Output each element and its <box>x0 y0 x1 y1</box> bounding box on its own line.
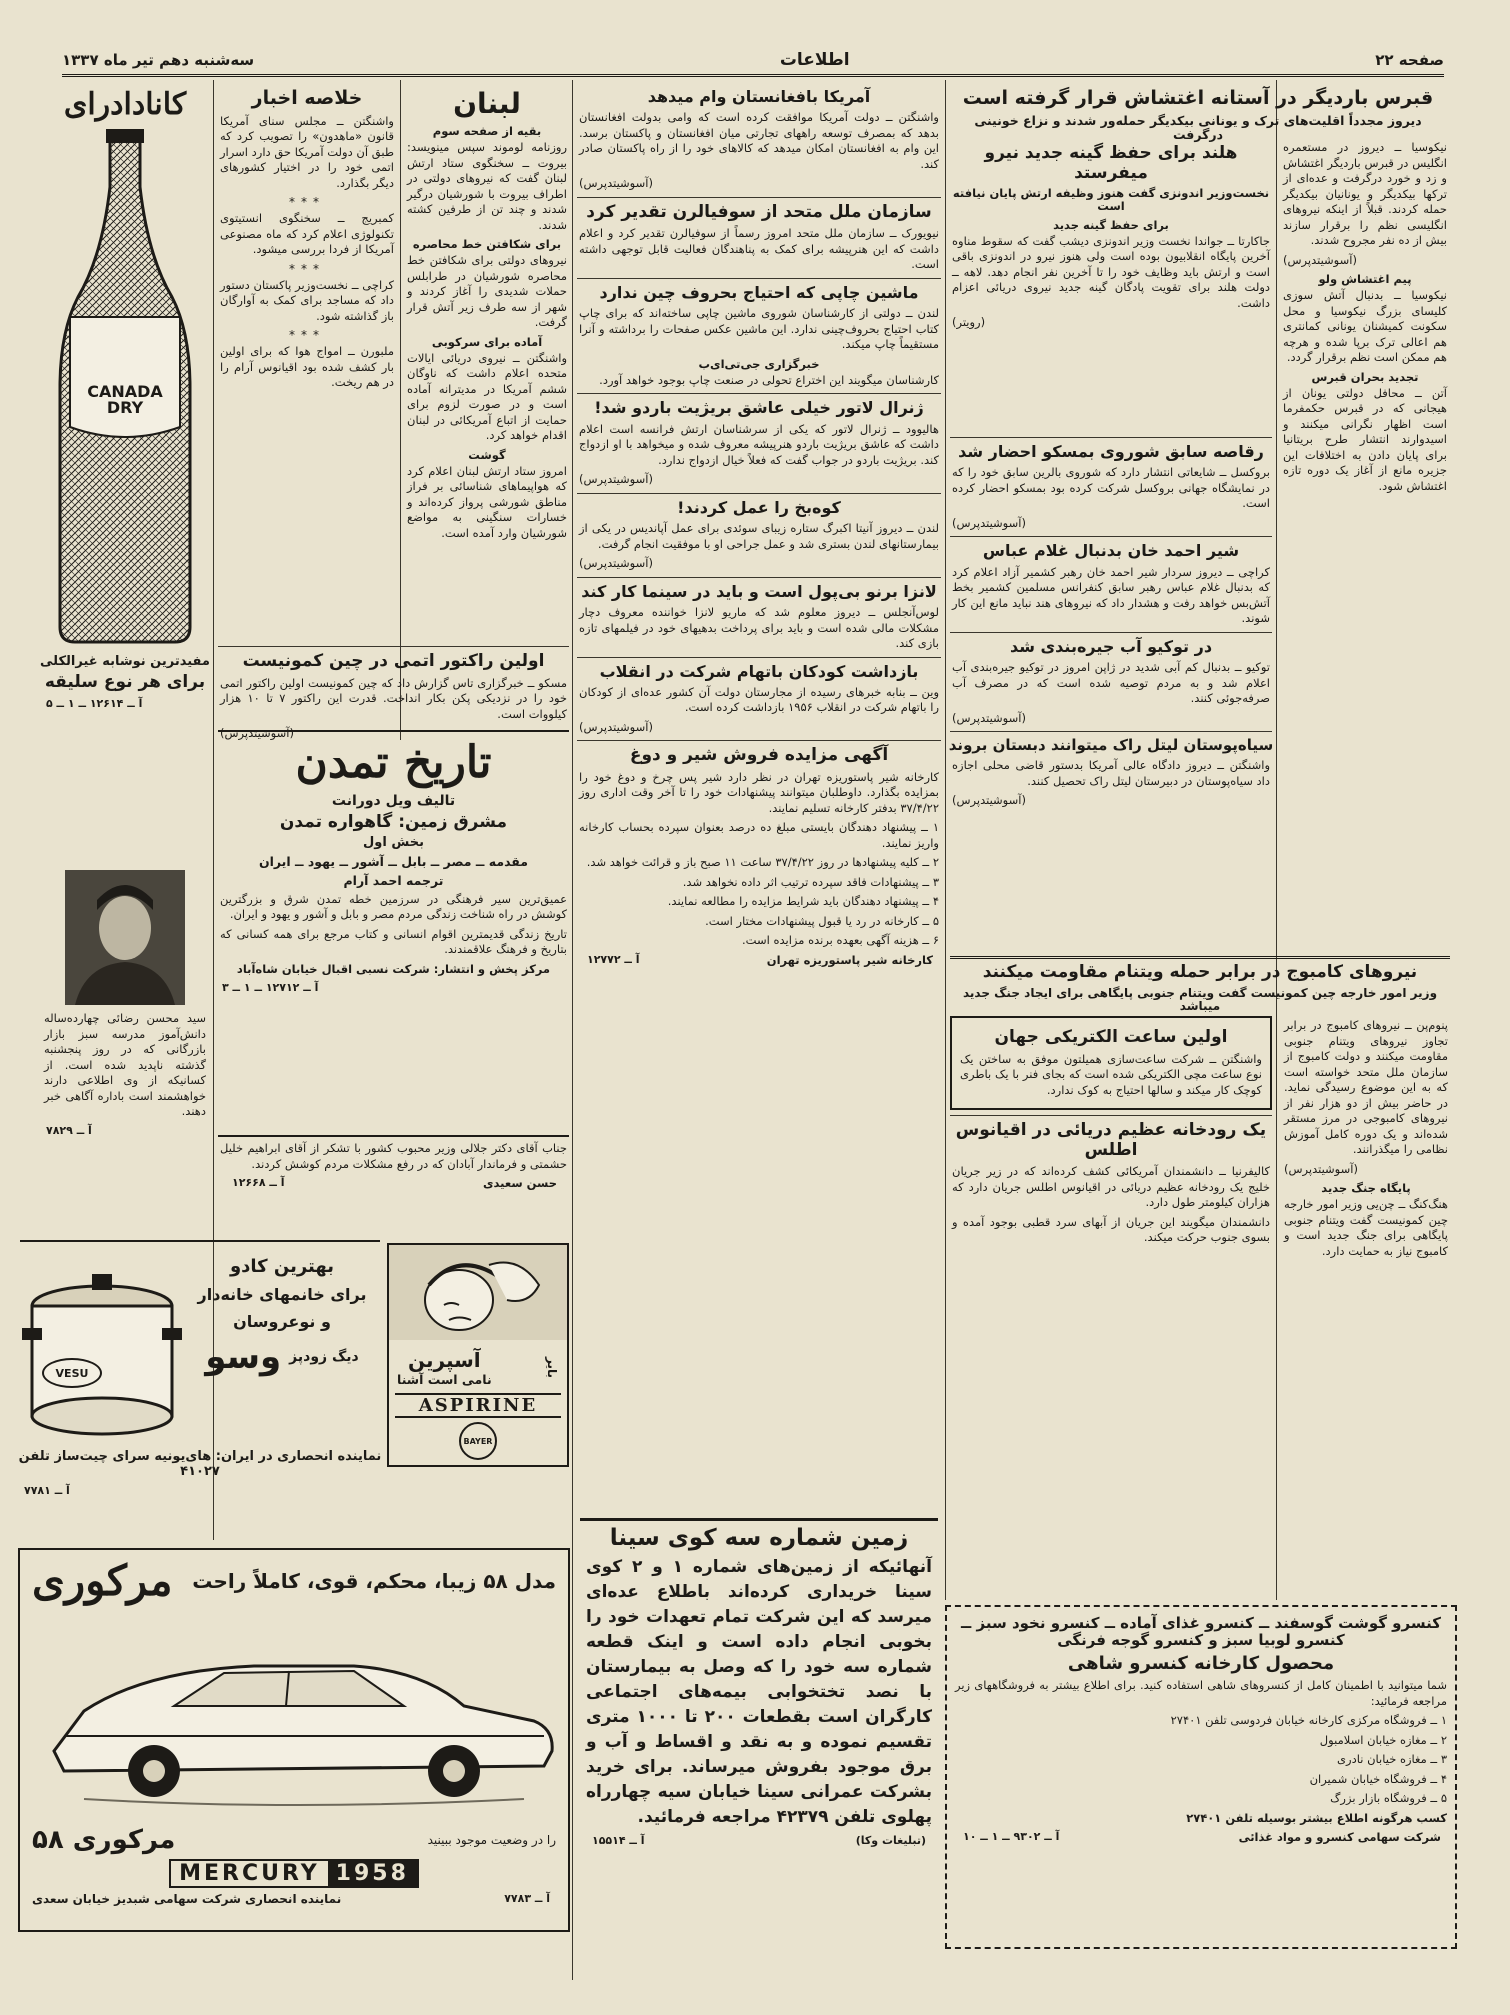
term: ۱ ــ پیشنهاد دهندگان بایستی مبلغ ده درصد بعنوان سپرده بحساب کارخانه واریز نمایند. <box>579 820 939 850</box>
title: کنسرو گوشت گوسفند ــ کنسرو غذای آماده ــ کنسرو نخود سبز ــ کنسرو لوبیا سبز و کنسرو گوجه فرنگی <box>961 1614 1441 1650</box>
intro: بقیه از صفحه سوم <box>432 124 542 139</box>
headline: اولین راکتور اتمی در چین کمونیست <box>242 651 545 671</box>
article-dancer <box>948 443 1274 531</box>
headline: آگهی مزایده فروش شیر و دوغ <box>629 745 889 766</box>
title: خلاصه اخبار <box>251 87 363 109</box>
divider <box>20 1240 380 1242</box>
aspirin-name: آسپرین <box>408 1348 481 1372</box>
body: جناب آقای دکتر جلالی وزیر محبوب کشور با تشکر از آقای ابراهیم خلیل حشمتی و فرماندار آبادان که در رفع مشکلات مردم کوشش کردند. <box>220 1141 567 1171</box>
headline: آمریکا بافغانستان وام میدهد <box>647 87 871 106</box>
column-rule <box>572 80 573 1980</box>
divider <box>580 1518 938 1521</box>
body2: تاریخ زندگی قدیمترین اقوام انسانی و کتاب مرجع برای همه کسانی که بتاریخ و فرهنگ علاقمندند. <box>220 926 567 957</box>
body: نیویورک ــ سازمان ملل متحد امروز رسماً از سوفیالرن تقدیر کرد و اعلام داشت که این هنرپیشه برای کمک به پناهندگان فعالیت قابل توجهی داشته است. <box>579 226 939 272</box>
signature: شرکت سهامی کنسرو و مواد غذائی <box>1238 1830 1441 1845</box>
headline: سیاه‌پوستان لیتل راک میتوانند دبستان بروند <box>948 736 1274 755</box>
issue-date: سه‌شنبه دهم تیر ماه ۱۳۳۷ <box>62 51 255 69</box>
pressure-cooker-icon <box>22 1246 182 1446</box>
cyprus-sub2-title: تجدید بحران قبرس <box>1311 369 1419 384</box>
subtitle: برای حفظ گینه جدید <box>1053 217 1169 232</box>
ad-code: آ ــ ۱۲۶۱۴ ــ ۱ ــ ۵ <box>46 696 143 710</box>
ad-mercury <box>18 1548 570 1932</box>
article-netherlands <box>948 140 1274 430</box>
divider <box>577 197 941 198</box>
ad-code: آ ــ ۷۸۲۹ <box>46 1123 92 1137</box>
body: پنوم‌پن ــ نیروهای کامبوج در برابر تجاوز نیروهای ویتنام جنوبی مقاومت میکنند و دولت کامبوج از سازمان ملل متحد خواسته است که به این موضوع رسیدگی نماید. در حاضر بیش از دو هزار نفر از نیروهای کامبوجی در مرز مستقر شده‌اند و یک دوره کامل آموزش نظامی را میگذرانند. <box>1284 1018 1448 1157</box>
divider <box>577 577 941 578</box>
summary-item: کراچی ــ نخست‌وزیر پاکستان دستور داد که مساجد برای کمک به آوارگان باز گذاشته شود. <box>220 277 394 323</box>
cyprus-sub1-body: نیکوسیا ــ بدنبال آتش سوزی کلیسای بزرگ نیکوسیا و محل سکونت کمیشنان یونانی کمانتری هم اعالی ترک برپا شده و هرچه هم ممکن است نظم برقرار گردد. <box>1283 288 1447 364</box>
divider <box>218 646 569 647</box>
signature: کارخانه شیر پاستوریزه تهران <box>766 952 933 967</box>
divider <box>577 657 941 658</box>
headline: شیر احمد خان بدنبال غلام عباس <box>982 541 1240 561</box>
article-surgery <box>575 499 943 572</box>
bayer-cross-icon: BAYER <box>459 1422 497 1460</box>
agency: (آسوشیتدپرس) <box>1284 1161 1358 1176</box>
cyprus-agency: (آسوشیتدپرس) <box>1283 252 1357 267</box>
summary-item: واشنگتن ــ مجلس سنای آمریکا قانون «ماهدون» را تصویب کرد که طبق آن دولت آمریکا حق دارد اسرار اتمی خود را در اختیار کشورهای دیگر بگذارد. <box>220 113 394 190</box>
headline: در توکیو آب جیره‌بندی شد <box>1009 636 1213 656</box>
term: ۴ ــ پیشنهاد دهندگان باید شرایط مزایده را مطالعه نمایند. <box>667 894 939 909</box>
ad-aspirin <box>387 1243 569 1467</box>
portrait-photo <box>65 870 185 1005</box>
agency: (آسوشیتدپرس) <box>579 556 653 571</box>
brand: کانادادرای <box>63 87 187 122</box>
cyprus-body: نیکوسیا ــ دیروز در مستعمره انگلیس در قبرس باردیگر اغتشاش و زد و خورد درگرفت و عده‌ای از ترکها بیکدیگر و یونانیان بیکدیگر حمله کردند. قبلاً از اینکه نیروهای انگلیسی نظم را برقرار سازند بیش از ده نفر مجروح شدند. <box>1283 140 1447 247</box>
agency: (تبلیغات وکا) <box>855 1834 926 1848</box>
body: بروکسل ــ شایعاتی انتشار دارد که شوروی بالرین سابق خود را که در نمایشگاه جهانی بروکسل شرکت کرده بود بمسکو احضار کرده است. <box>952 465 1270 511</box>
line: و نوعروسان <box>233 1312 331 1331</box>
headline: ماشین چاپی که احتیاج بحروف چین ندارد <box>599 282 919 302</box>
body: عمیق‌ترین سیر فرهنگی در سرزمین خطه تمدن شرق و بزرگترین کوشش در راه شناخت زندگی مردم مصر و بابل و آشور و یهود و ایران. <box>220 891 567 922</box>
body: شما میتوانید با اطمینان کامل از کنسروهای شاهی استفاده کنید. برای اطلاع بیشتر به فروشگاههای زیر مراجعه فرمائید: <box>955 1678 1447 1708</box>
ad-milk-tender <box>575 746 943 972</box>
body: هالیوود ــ ژنرال لاتور که یکی از سرشناسان ارتش فرانسه است اعلام داشت که عاشق بریژیت باردو هنرپیشه معروف شده و میخواهد با او ازدواج کند. بریژیت باردو در جواب گفت که فعلاً خیال ازدواج ندارد. <box>579 421 939 467</box>
headline: سازمان ملل متحد از سوفیالرن تقدیر کرد <box>586 201 932 222</box>
column-rule <box>945 80 946 1600</box>
mercury-logo <box>169 1859 419 1888</box>
brand: وسو <box>205 1337 282 1377</box>
subtitle: خبرگزاری جی‌تی‌ای‌ب <box>698 356 820 371</box>
sub-body: کارشناسان میگویند این اختراع تحولی در صنعت چاپ بوجود خواهد آورد. <box>599 372 939 387</box>
headline: نیروهای کامبوج در برابر حمله ویتنام مقاومت میکنند <box>982 962 1418 982</box>
divider <box>950 956 1450 959</box>
body: واشنگتن ــ دولت آمریکا موافقت کرده است که وامی بدولت افغانستان بدهد که بمصرف توسعه راههای تجارتی میان افغانستان و پاکستان برسد. این وام به افغانستان امکان میدهد که کالاهای خود را از راه پاکستان صادر کند. <box>579 110 939 171</box>
translator: ترجمه احمد آرام <box>343 872 444 888</box>
page-number: صفحه ۲۲ <box>1375 51 1444 69</box>
article-general <box>575 399 943 487</box>
store: ۳ ــ مغازه خیابان نادری <box>1337 1752 1447 1767</box>
masthead: اطلاعات <box>779 50 850 70</box>
ad-code: آ ــ ۷۷۸۱ <box>24 1483 70 1497</box>
divider <box>950 437 1272 438</box>
agency: (آسوشیتدپرس) <box>220 726 294 741</box>
body: توکیو ــ بدنبال کم آبی شدید در ژاپن امروز در توکیو جیره‌بندی آب اعلام شد و به مردم توصیه شده است که در مصرف آب صرفه‌جوئی کنند. <box>952 660 1270 706</box>
headline: هلند برای حفظ گینه جدید نیرو میفرستد <box>984 143 1238 183</box>
divider <box>577 393 941 394</box>
ad-cinema-land <box>578 1518 940 1948</box>
body: جاکارتا ــ جواندا نخست وزیر اندونزی دیشب گفت که سقوط مناوه آخرین پایگاه انقلابیون بوده است ولی هنوز نیرو در اندونزی باقی است و ارتش باید وظایف خود را تا آخرین نفر انجام دهد. لاهه ــ دولت هلند برای تقویت پادگان گینه جدید نیروی دریائی اعزام داشت. <box>952 233 1270 310</box>
headline: رقاصه سابق شوروی بمسکو احضار شد <box>958 442 1264 461</box>
headline: لانزا برنو بی‌پول است و باید در سینما کار کند <box>581 581 937 601</box>
ad-code: آ ــ ۹۳۰۲ ــ ۱ ــ ۱۰ <box>963 1830 1060 1844</box>
body: مسکو ــ خبرگزاری تاس گزارش داد که چین کمونیست اولین راکتور اتمی خود را در نزدیکی پکن بکار انداخت. قدرت این راکتور ۷ تا ۱۰ هزار کیلووات است. <box>220 675 567 721</box>
headline: بازداشت کودکان باتهام شرکت در انقلاب <box>599 661 919 681</box>
ad-code: آ ــ ۱۲۶۶۸ <box>232 1176 285 1189</box>
line: برای خانمهای خانه‌دار <box>197 1285 367 1304</box>
portrait-icon <box>65 870 185 1005</box>
store: ۵ ــ فروشگاه بازار بزرگ <box>1330 1791 1447 1806</box>
sub2-title: آماده برای سرکوبی <box>431 334 543 349</box>
agency: (آسوشیتدپرس) <box>579 719 653 734</box>
title: زمین شماره سه کوی سینا <box>609 1525 909 1551</box>
aspirin-brand: ASPIRINE <box>395 1393 561 1418</box>
body: روزنامه لوموند سپس مینویسد: بیروت ــ سخنگوی ستاد ارتش لبنان گفت که نیروهای دولتی در اطراف بیروت با شورشیان درگیر شدند و چند تن از طرفین کشته شدند. <box>407 140 567 232</box>
article-afghan <box>575 88 943 192</box>
aspirin-slogan: نامی است آشنا <box>397 1372 492 1387</box>
cyprus-sub2-body: آتن ــ محافل دولتی یونان از هیجانی که در قبرس حکمفرما است اظهار نگرانی میکنند و اسیدوارند انتشار طرح بریتانیا برای پایان دادن به اختلافات این جزیره مانع از آغاز یک دوره تازه اغتشاش شود. <box>1283 385 1447 493</box>
signature: حسن سعیدی <box>482 1176 557 1190</box>
right-center-stack <box>948 1016 1274 1636</box>
store: ۱ ــ فروشگاه مرکزی کارخانه خیابان فردوسی تلفن ۲۷۴۰۱ <box>1170 1713 1447 1728</box>
article-tokyo <box>948 638 1274 726</box>
agency: (آسوشیتدپرس) <box>952 793 1026 808</box>
ad-pressure-cooker <box>18 1240 382 1540</box>
separator-stars: *** <box>289 328 325 343</box>
body: کارخانه شیر پاستوریزه تهران در نظر دارد شیر پس چرخ و دوغ خود را بمزایده بگذارد. داوطلبان میتوانند پیشنهادات خود را تا آخر وقت اداری روز ۳۷/۴/۲۲ بدفتر کارخانه تسلیم نمایند. <box>579 769 939 815</box>
headline: قبرس باردیگر در آستانه اغتشاش قرار گرفته است <box>962 87 1434 109</box>
footer: نماینده انحصاری در ایران: های‌یونیه سرای چیت‌ساز تلفن ۴۱۰۲۷ <box>18 1449 382 1479</box>
article-little-rock <box>948 737 1274 809</box>
ad-code: آ ــ ۱۲۷۷۲ <box>587 952 640 966</box>
sub3-body: امروز ستاد ارتش لبنان اعلام کرد که هواپیماهای شناسائی بر فراز مناطق شورشی پرواز کرده‌اند و خسارات سنگینی به مواضع شورشیان وارد آمده است. <box>407 463 567 540</box>
sub-body: هنگ‌کنگ ــ چن‌یی وزیر امور خارجه چین کمونیست گفت ویتنام جنوبی پایگاهی برای جنگ جدید است و کامبوج نیاز به حمایت دارد. <box>1284 1197 1448 1258</box>
body: لندن ــ دولتی از کارشناسان شوروی ماشین چاپی ساخته‌اند که برای چاپ کتاب احتیاج بحروف‌چینی ندارد. این ماشین عکس صفحات را برداشته و آنرا مستقیماً چاپ میکند. <box>579 306 939 352</box>
news-summary <box>216 84 398 644</box>
store: ۲ ــ مغازه خیابان اسلامبول <box>1319 1732 1447 1747</box>
column-rule <box>400 80 401 740</box>
divider <box>577 493 941 494</box>
body: سید محسن رضائی چهارده‌ساله دانش‌آموز مدرسه سبز بازار بازرگانی که در روز پنجشنبه گذشته ناپدید شده است. از کسانیکه از وی اطلاعی دارند خواهشمند است باداره آگاهی خبر دهند. <box>44 1011 206 1118</box>
logo-year: 1958 <box>328 1861 417 1886</box>
aspirin-maker: بایر <box>545 1357 559 1378</box>
summary-item: ملبورن ــ امواج هوا که برای اولین بار کشف شده بود اقیانوس آرام را در هم ریخت. <box>220 344 394 390</box>
sub1-title: برای شکافتن خط محاصره <box>412 237 562 252</box>
bottle-label: CANADA DRY <box>87 382 163 417</box>
face-illustration-icon <box>389 1245 567 1340</box>
article-electric-clock: اولین ساعت الکتریکی جهان واشنگتن ــ شرکت ساعت‌سازی همیلتون موفق به ساختن یک نوع ساعت مچی الکتریکی شده است که بجای فنر با یک باطری کوچک کار میکند و سالها احتیاج به کوک ندارد. <box>950 1016 1272 1110</box>
term: ۵ ــ کارخانه در رد یا قبول پیشنهادات مختار است. <box>705 913 939 928</box>
article-kashmir <box>948 542 1274 626</box>
notice-missing-person <box>40 870 210 1230</box>
section: بخش اول <box>363 835 424 851</box>
right-middle-stack <box>948 432 1274 952</box>
agency: (آسوشیتدپرس) <box>952 515 1026 530</box>
subheadline: وزیر امور خارجه چین کمونیست گفت ویتنام جنوبی پایگاهی برای ایجاد جنگ جدید میباشد <box>962 985 1438 1014</box>
logo-text: MERCURY <box>179 1861 320 1886</box>
term: ۳ ــ پیشنهادات فاقد سپرده ترتیب اثر داده نخواهد شد. <box>682 874 939 889</box>
notice-thanks <box>216 1135 571 1240</box>
store: ۴ ــ فروشگاه خیابان شمیران <box>1309 1771 1447 1786</box>
subheadline: دیروز مجدداً اقلیت‌های ترک و یونانی بیکدیگر حمله‌ور شدند و نزاع خونینی درگرفت <box>974 112 1422 143</box>
ad-code: آ ــ ۱۲۷۱۲ ــ ۱ ــ ۳ <box>222 981 319 995</box>
divider <box>218 1135 569 1137</box>
divider <box>950 536 1272 537</box>
vesu-logo: VESU <box>42 1358 102 1388</box>
article-children <box>575 663 943 736</box>
headline: ژنرال لاتور خیلی عاشق بریژیت باردو شد! <box>594 398 924 418</box>
dealer: نماینده انحصاری شرکت سهامی شبدیز خیابان سعدی <box>32 1892 342 1906</box>
brand: محصول کارخانه کنسرو شاهی <box>1067 1652 1335 1674</box>
separator-stars: *** <box>289 261 325 276</box>
divider <box>577 740 941 741</box>
body: لندن ــ دیروز آنیتا اکبرگ ستاره زیبای سوئدی برای عمل آپاندیس در یکی از بیمارستانهای لندن بستری شد و عمل جراحی او با موفقیت انجام گرفت. <box>579 521 939 551</box>
article-cyprus <box>948 88 1448 143</box>
sub2-body: واشنگتن ــ نیروی دریائی ایالات متحده اعلام داشت که ناوگان ششم آمریکا در مدیترانه آماده است و در صورت لزوم برای حمایت از اتباع آمریکائی در لبنان اقدام خواهد کرد. <box>407 350 567 443</box>
body: کراچی ــ دیروز سردار شیر احمد خان رهبر کشمیر آزاد اعلام کرد که بدنبال غلام عباس رهبر سابق کنفرانس مسلمین کشمیر بخط آتش‌بس خواهد رفت و هشدار داد که نیروهای هند نباید مانع این کار شوند. <box>952 564 1270 626</box>
model-note: را در وضعیت موجود ببینید <box>427 1833 556 1847</box>
slogan: مفیدترین نوشابه غیرالکلی <box>40 653 210 669</box>
tagline: مدل ۵۸ زیبا، محکم، قوی، کاملاً راحت <box>192 1568 556 1593</box>
ad-canned-food <box>945 1605 1457 1949</box>
page-header <box>62 46 1444 77</box>
cyprus-sub1-title: پیم اغتشاش ولو <box>1318 272 1412 286</box>
column-center <box>575 84 943 1704</box>
chapters: مقدمه ــ مصر ــ بابل ــ آشور ــ یهود ــ ایران <box>258 854 529 870</box>
agency: (آسوشیتدپرس) <box>579 472 653 487</box>
line: بهترین کادو <box>229 1256 335 1277</box>
distributor: مرکز پخش و انتشار: شرکت نسبی اقبال خیابان شاه‌آباد <box>236 961 551 976</box>
cyprus-body-column <box>1279 140 1451 930</box>
line: دیگ زودپز <box>289 1349 359 1365</box>
agency: (آسوشیتدپرس) <box>952 710 1026 725</box>
separator-stars: *** <box>289 195 325 210</box>
part: مشرق زمین: گاهواره تمدن <box>279 811 508 832</box>
term: ۶ ــ هزینه آگهی بعهده برنده مزایده است. <box>742 933 939 948</box>
title: تاریخ تمدن <box>295 737 492 788</box>
ad-code: آ ــ ۱۵۵۱۴ <box>592 1834 645 1848</box>
term: ۲ ــ کلیه پیشنهادها در روز ۳۷/۴/۲۲ ساعت ۱۱ صبح باز و قرائت خواهد شد. <box>586 855 939 870</box>
body: واشنگتن ــ دیروز دادگاه عالی آمریکا بدستور قاضی محلی اجازه داد سیاه‌پوستان در دبیرستان لیتل راک تحصیل کنند. <box>952 758 1270 788</box>
article-lebanon <box>403 84 571 644</box>
ad-canada-dry <box>40 84 210 814</box>
article-un <box>575 203 943 273</box>
divider <box>950 632 1272 633</box>
article-printing <box>575 284 943 388</box>
car-illustration-icon <box>24 1611 568 1821</box>
sub3-title: گوشت <box>468 447 506 462</box>
slogan: برای هر نوع سلیقه <box>44 672 206 693</box>
divider <box>950 1115 1272 1116</box>
body: لوس‌آنجلس ــ دیروز معلوم شد که ماریو لانزا خواننده معروف دچار مشکلات مالی شده است و باید برای پرداخت بدهیهای خود در فیلمهای تازه بازی کند. <box>579 605 939 650</box>
model: مرکوری ۵۸ <box>32 1825 176 1855</box>
author: تالیف ویل دورانت <box>331 792 456 809</box>
body: وین ــ بنابه خبرهای رسیده از مجارستان دولت آن کشور عده‌ای از کودکان را باتهام شرکت در انقلاب ۱۹۵۶ بازداشت کرده است. <box>579 684 939 715</box>
headline: لبنان <box>453 87 521 120</box>
body: آنهائیکه از زمین‌های شماره ۱ و ۲ کوی سینا خریداری کرده‌اند باطلاع عده‌ای میرسد که این شرکت تمام تعهدات خود را بخوبی انجام داده است و اینک قطعه شماره سه خود را که وصل به بیمارستان با نصد تختخوابی بیمه‌های اجتماعی کارگران است بقطعات ۲۰۰ تا ۱۰۰۰ متری تقسیم نموده و به نقد و اقساط و آب و برق موجود بفروش میرساند. برای خرید بشرکت عمرانی سینا خیابان سیه چهارراه پهلوی تلفن ۴۲۳۷۹ مراجعه فرمائید. <box>586 1557 932 1828</box>
title: مرکوری <box>32 1556 173 1605</box>
article-china-nuclear <box>216 646 571 741</box>
article-lanza <box>575 583 943 652</box>
divider <box>950 731 1272 732</box>
ad-history-book <box>216 730 571 1135</box>
summary-item: کمبریج ــ سخنگوی انستیتوی تکنولوژی اعلام کرد که ماه مصنوعی آمریکا از فردا بررسی میشود. <box>220 211 394 257</box>
article-ocean-river: یک رودخانه عظیم دریائی در اقیانوس اطلس کالیفرنیا ــ دانشمندان آمریکائی کشف کرده‌اند که در زیر جریان خلیج یک رودخانه عظیم دریائی در اقیانوس اطلس جریان دارد که هزاران کیلومتر طول دارد. دانشمندان میگویند این جریان از آبهای سرد قطبی بوجود آمده و بسوی جنوب حرکت میکند. <box>952 1120 1270 1245</box>
subtitle: پایگاه جنگ جدید <box>1321 1181 1411 1196</box>
sub1-body: نیروهای دولتی برای شکافتن خط محاصره شورشیان در طرابلس حملات شدیدی را آغاز کردند و شهر از سه طرف زیر آتش قرار گرفت. <box>407 253 567 330</box>
footer: کسب هرگونه اطلاع بیشتر بوسیله تلفن ۲۷۴۰۱ <box>1186 1810 1447 1825</box>
subheadline: نخست‌وزیر اندونزی گفت هنوز وظیفه ارتش پایان نیافته است <box>952 186 1270 214</box>
divider <box>577 278 941 279</box>
divider <box>218 730 569 732</box>
ad-code: آ ــ ۷۷۸۳ <box>504 1892 550 1905</box>
headline: کوه‌بخ را عمل کردند! <box>677 497 841 517</box>
agency: (آسوشیتدپرس) <box>579 176 653 191</box>
agency: (رویتر) <box>952 315 986 330</box>
